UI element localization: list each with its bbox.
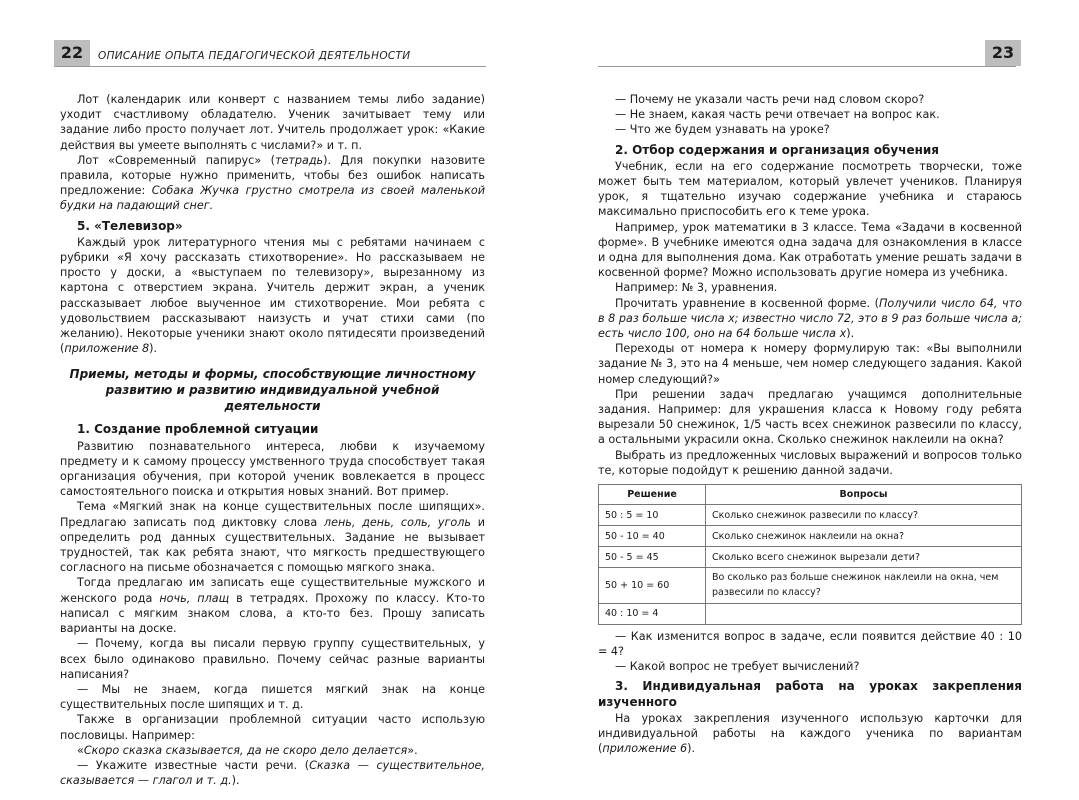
section-heading: 3. Индивидуальная работа на уроках закрепления изученного [598, 679, 1022, 709]
text-span: На уроках закрепления изученного использую карточки для индивидуальной работы на каждого ученика по вариантам ( [598, 711, 1022, 756]
right-text-column [598, 92, 1022, 756]
paragraph: При решении задач предлагаю учащимся дополнительные задания. Например: для украшения класса к Новому году ребята вырезали 50 снежинок, 1/5 часть всех снежинок развесили по классу, а остальными украсили окна. Сколько снежинок наклеили на окна? [598, 387, 1022, 447]
italic-span: тетрадь [274, 153, 324, 167]
paragraph [60, 153, 485, 214]
text-span: Тогда предлагаю им записать еще существительные мужского и женского рода [60, 576, 485, 605]
table-cell: 50 : 5 = 10 [599, 505, 706, 526]
section-heading: 2. Отбор содержания и организация обучения [615, 142, 939, 157]
paragraph [60, 235, 485, 357]
table-cell [706, 603, 1022, 624]
table-cell: 50 - 10 = 40 [599, 526, 706, 547]
table-row [599, 547, 1022, 568]
table-header-row [599, 485, 1022, 505]
table-row [599, 526, 1022, 547]
paragraph: Переходы от номера к номеру формулирую так: «Вы выполнили задание № 3, это на 4 меньше, чем номер следующего задания. Какой номер следующий?» [598, 342, 1022, 386]
paragraph [60, 575, 485, 636]
column-header: Решение [599, 485, 706, 505]
paragraph: Также в организации проблемной ситуации часто использую пословицы. Например: [60, 713, 485, 742]
paragraph: Учебник, если на его содержание посмотреть творчески, тоже может быть тем материалом, который увлечет учеников. Планируя урок, я тщательно изучаю содержание учебника и стараюсь максимально приспособить его к теме урока. [598, 159, 1022, 219]
table-cell: Сколько снежинок наклеили на окна? [706, 526, 1022, 547]
left-text-column [60, 92, 485, 788]
italic-span: Скоро сказка сказывается, да не скоро дело делается [83, 743, 408, 757]
paragraph: Выбрать из предложенных числовых выражений и вопросов только те, которые подойдут к решению данной задачи. [598, 448, 1022, 477]
paragraph [60, 743, 485, 758]
italic-span: лень, день, соль, уголь [323, 515, 472, 529]
section-heading: 5. «Телевизор» [77, 218, 183, 233]
paragraph: — Какой вопрос не требует вычислений? [615, 660, 860, 674]
column-header: Вопросы [706, 485, 1022, 505]
paragraph: Лот (календарик или конверт с названием темы либо задание) уходит счастливому обладателю. Ученик зачитывает тему или задание либо просто получает лот. Учитель продолжает урок: «Какие действия вы умеете выполнять с числами?» и т. п. [60, 93, 485, 152]
paragraph [60, 499, 485, 575]
table-row [599, 505, 1022, 526]
paragraph: — Не знаем, какая часть речи отвечает на вопрос как. [615, 108, 940, 122]
paragraph: — Почему, когда вы писали первую группу существительных, у всех было одинаково правильно. Почему сейчас разные варианты написания? [60, 637, 485, 681]
paragraph: — Что же будем узнавать на уроке? [615, 123, 830, 137]
solutions-table [598, 484, 1022, 625]
section-heading: 1. Создание проблемной ситуации [77, 422, 319, 437]
page-number: 23 [985, 40, 1021, 66]
table-cell: 40 : 10 = 4 [599, 603, 706, 624]
text-span: ). [687, 742, 696, 756]
text-span: Тема «Мягкий знак на конце существительных после шипящих». Предлагаю записать под диктовку слова [60, 500, 485, 529]
italic-span: ночь, плащ [159, 591, 230, 605]
paragraph [598, 296, 1022, 342]
paragraph [60, 758, 485, 788]
table-cell: 50 - 5 = 45 [599, 547, 706, 568]
italic-span: Сказка — существительное, сказывается — глагол и т. д. [60, 758, 485, 788]
italic-span: приложение 8 [64, 342, 150, 356]
paragraph: — Как изменится вопрос в задаче, если появится действие 40 : 10 = 4? [598, 629, 1022, 658]
paragraph: Например: № 3, уравнения. [615, 281, 778, 295]
header-rule [54, 66, 486, 67]
page-number: 22 [54, 40, 90, 66]
text-span: — Укажите известные части речи. ( [77, 758, 310, 772]
table-cell: 50 + 10 = 60 [599, 568, 706, 603]
running-header: ОПИСАНИЕ ОПЫТА ПЕДАГОГИЧЕСКОЙ ДЕЯТЕЛЬНОСТИ [98, 50, 411, 62]
text-span: ). [846, 327, 855, 341]
text-span: ). [231, 774, 240, 788]
italic-span: приложение 6 [602, 742, 688, 756]
table-cell: Сколько всего снежинок вырезали дети? [706, 547, 1022, 568]
header-rule [598, 66, 1016, 67]
right-page [540, 0, 1079, 800]
text-span: в тетрадях. Прохожу по классу. Кто-то написал с мягким знаком слова, а кто-то без. Прошу записать варианты на доске. [60, 591, 485, 636]
text-span: Лот «Современный папирус» ( [77, 153, 275, 167]
paragraph: — Мы не знаем, когда пишется мягкий знак на конце существительных после шипящих и т. д. [60, 682, 485, 712]
table-cell: Во сколько раз больше снежинок наклеили на окна, чем развесили по классу? [706, 568, 1022, 603]
table-cell: Сколько снежинок развесили по классу? [706, 505, 1022, 526]
table-row [599, 603, 1022, 624]
paragraph [598, 711, 1022, 757]
table-row [599, 568, 1022, 603]
paragraph: Например, урок математики в 3 классе. Тема «Задачи в косвенной форме». В учебнике имеются одна задача для ознакомления в классе и одна для выполнения дома. Как отработать умение решать задачи в косвенной форме? Можно использовать другие номера из учебника. [598, 220, 1022, 280]
text-span: ». [407, 743, 418, 757]
text-span: Каждый урок литературного чтения мы с ребятами начинаем с рубрики «Я хочу рассказать стихотворение». Но рассказываем не просто у доски, а «выступаем по телевизору», вырезанному из картона с отверстием экрана. Учитель держит экран, а ученик рассказывает любое выученное им стихотворение. Мои ребята с удовольствием рассказывают наизусть и учат стихи сами (по желанию). Некоторые ученики знают около пятидесяти произведений ( [60, 235, 485, 356]
text-span: ). Для покупки назовите правила, которые нужно применить, чтобы без ошибок написать предложение: [60, 153, 485, 198]
text-span: Прочитать уравнение в косвенной форме. ( [615, 296, 879, 310]
chapter-title: Приемы, методы и формы, способствующие личностному развитию и развитию индивидуальной учебной деятельности [69, 367, 476, 414]
text-span: « [77, 743, 84, 757]
paragraph: Развитию познавательного интереса, любви к изучаемому предмету и к самому процессу умственного труда способствует такая организация обучения, при которой ученик вовлекается в процесс самостоятельного поиска и открытия новых знаний. Вот пример. [60, 439, 485, 499]
text-span: ). [149, 342, 158, 356]
italic-span: Собака Жучка грустно смотрела из своей маленькой будки на падающий снег. [60, 184, 485, 213]
text-span: и определить род данных существительных. Задание не вызывает трудностей, так как ребята знают, что мягкость предшествующего согласного на письме обозначается с помощью мягкого знака. [60, 515, 485, 575]
italic-span: Получили число 64, что в 8 раз больше числа х; известно число 72, это в 9 раз больше числа а; есть число 100, оно на 64 больше числа х [598, 296, 1022, 341]
paragraph: — Почему не указали часть речи над словом скоро? [615, 93, 925, 106]
